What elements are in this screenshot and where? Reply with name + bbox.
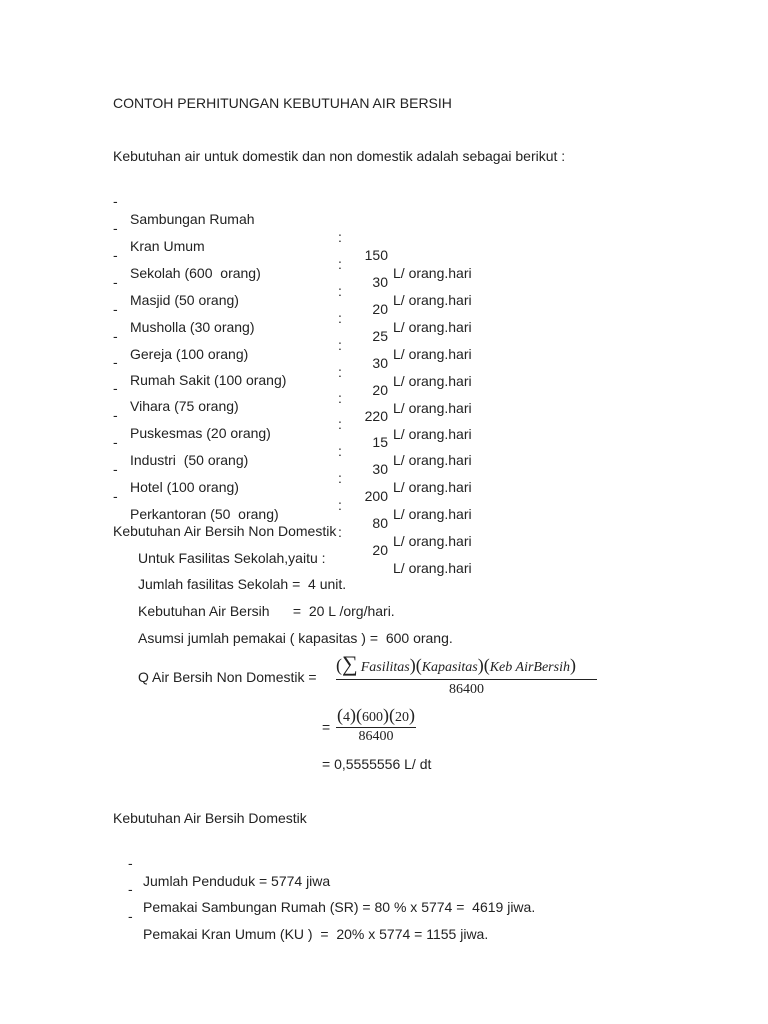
formula-denominator: 86400 (449, 682, 484, 697)
list-item-value: 20 (372, 542, 388, 558)
list-dash: - (113, 434, 118, 450)
list-item-name: Sekolah (600 orang) (130, 265, 261, 281)
list-item-value: 15 (372, 434, 388, 450)
list-item-value: 200 (364, 488, 388, 504)
list-dash: - (128, 908, 133, 924)
list-colon: : (338, 364, 342, 380)
list-item-name: Sambungan Rumah (130, 211, 255, 227)
list-colon: : (338, 390, 342, 406)
list-item-unit: L/ orang.hari (393, 373, 472, 389)
list-colon: : (338, 470, 342, 486)
list-dash: - (113, 301, 118, 317)
list-item-value: 30 (372, 274, 388, 290)
list-item-name: Hotel (100 orang) (130, 479, 239, 495)
list-item-name: Vihara (75 orang) (130, 398, 239, 414)
formula-term: Keb AirBersih (489, 660, 570, 675)
list-dash: - (113, 407, 118, 423)
non-domestic-heading: Kebutuhan Air Bersih Non Domestik (113, 523, 337, 539)
non-domestic-line: Asumsi jumlah pemakai ( kapasitas ) = 600 orang. (138, 630, 453, 646)
list-dash: - (113, 247, 118, 263)
list-item-value: 150 (364, 247, 388, 263)
non-domestic-line: Untuk Fasilitas Sekolah,yaitu : (138, 550, 326, 566)
list-item-value: 220 (364, 408, 388, 424)
list-item (0, 889, 768, 961)
result-text: = 0,5555556 L/ dt (322, 756, 432, 772)
list-dash: - (113, 380, 118, 396)
step2-term: 4 (343, 710, 350, 725)
list-item-value: 30 (372, 355, 388, 371)
sigma-symbol: ∑ (342, 651, 358, 676)
domestic-heading: Kebutuhan Air Bersih Domestik (113, 810, 307, 826)
list-colon: : (338, 256, 342, 272)
list-item-unit: L/ orang.hari (393, 479, 472, 495)
domestic-item-text: Pemakai Sambungan Rumah (SR) = 80 % x 5774 = 4619 jiwa. (143, 899, 536, 915)
list-item-unit: L/ orang.hari (393, 506, 472, 522)
list-dash: - (128, 881, 133, 897)
non-domestic-line: Jumlah fasilitas Sekolah = 4 unit. (138, 576, 347, 592)
list-colon: : (338, 337, 342, 353)
list-colon: : (338, 310, 342, 326)
list-item-value: 25 (372, 328, 388, 344)
list-item-name: Rumah Sakit (100 orang) (130, 372, 287, 388)
step2-numerator: (4)(600)(20) (337, 705, 415, 725)
step2-term: 20 (395, 710, 409, 725)
list-dash: - (113, 488, 118, 504)
list-item-unit: L/ orang.hari (393, 426, 472, 442)
list-item-unit: L/ orang.hari (393, 346, 472, 362)
list-item-name: Masjid (50 orang) (130, 292, 239, 308)
formula-term: Fasilitas (360, 660, 410, 675)
list-item-unit: L/ orang.hari (393, 533, 472, 549)
list-dash: - (113, 220, 118, 236)
list-item-name: Industri (50 orang) (130, 452, 249, 468)
list-item-unit: L/ orang.hari (393, 265, 472, 281)
list-item-name: Perkantoran (50 orang) (130, 506, 279, 522)
list-colon: : (338, 497, 342, 513)
list-colon: : (338, 416, 342, 432)
list-colon: : (338, 229, 342, 245)
list-item-name: Gereja (100 orang) (130, 346, 249, 362)
list-item-unit: L/ orang.hari (393, 292, 472, 308)
list-dash: - (113, 193, 118, 209)
domestic-item-text: Jumlah Penduduk = 5774 jiwa (143, 873, 331, 889)
formula-label: Q Air Bersih Non Domestik = (138, 669, 317, 685)
intro-text: Kebutuhan air untuk domestik dan non domestik adalah sebagai berikut : (113, 148, 566, 164)
list-colon: : (338, 443, 342, 459)
formula-numerator: (∑ Fasilitas)(Kapasitas)(Keb AirBersih) (336, 651, 576, 676)
list-item-name: Musholla (30 orang) (130, 319, 255, 335)
list-item-unit: L/ orang.hari (393, 452, 472, 468)
document-title: CONTOH PERHITUNGAN KEBUTUHAN AIR BERSIH (113, 95, 452, 111)
list-item-name: Puskesmas (20 orang) (130, 425, 271, 441)
list-colon: : (338, 524, 342, 540)
step2-denominator: 86400 (358, 729, 394, 744)
list-item-value: 20 (372, 301, 388, 317)
non-domestic-line: Kebutuhan Air Bersih = 20 L /org/hari. (138, 603, 395, 619)
fraction-bar (336, 679, 597, 680)
list-item-unit: L/ orang.hari (393, 319, 472, 335)
list-dash: - (128, 855, 133, 871)
list-dash: - (113, 274, 118, 290)
list-colon: : (338, 283, 342, 299)
list-dash: - (113, 461, 118, 477)
step2-equals: = (322, 719, 331, 735)
list-item-value: 20 (372, 382, 388, 398)
list-item-value: 30 (372, 461, 388, 477)
list-dash: - (113, 354, 118, 370)
list-item-unit: L/ orang.hari (393, 560, 472, 576)
step2-term: 600 (362, 710, 383, 725)
list-item-value: 80 (372, 515, 388, 531)
list-dash: - (113, 328, 118, 344)
formula-term: Kapasitas (421, 660, 478, 675)
list-item-name: Kran Umum (130, 238, 205, 254)
list-item-unit: L/ orang.hari (393, 400, 472, 416)
domestic-item-text: Pemakai Kran Umum (KU ) = 20% x 5774 = 1155 jiwa. (143, 926, 489, 942)
